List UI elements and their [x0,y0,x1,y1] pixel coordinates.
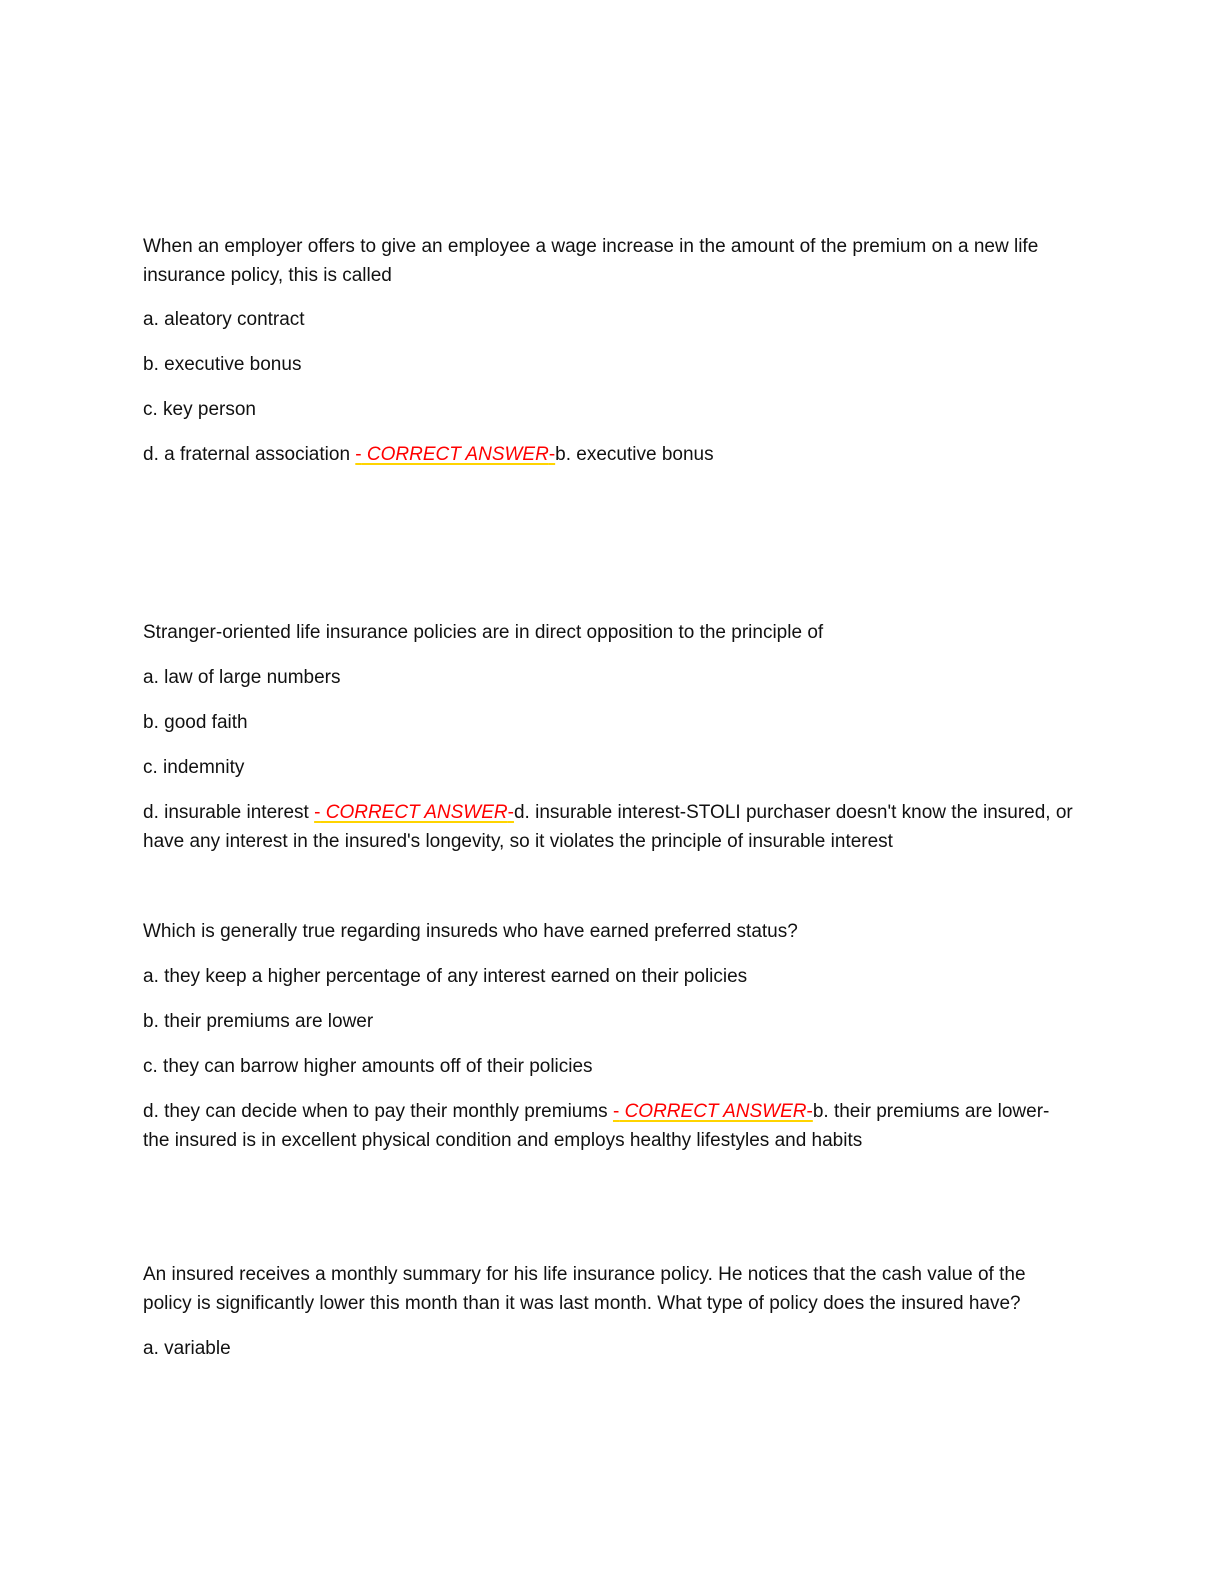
answer-option: a. variable [143,1338,231,1359]
correct-answer-text: b. executive bonus [555,444,714,465]
answer-option-text: d. insurable interest [143,802,309,823]
correct-answer-text: d. insurable interest-STOLI purchaser doesn't know the insured, or have any interest in the insured's longevity, so it violates the principle of insurable interest [143,802,1073,852]
correct-answer-text: b. their premiums are lower- the insured is in excellent physical condition and employs healthy lifestyles and habits [143,1101,1050,1151]
correct-answer-marker-tail: - [548,444,556,465]
correct-answer-marker-tail: - [507,802,514,823]
answer-option-with-correct-answer [143,1097,1073,1155]
question-text: When an employer offers to give an employee a wage increase in the amount of the premium on a new life insurance policy, this is called [143,236,1039,286]
correct-answer-marker: CORRECT ANSWER [361,444,549,465]
answer-option: a. aleatory contract [143,309,305,330]
answer-option: c. they can barrow higher amounts off of their policies [143,1056,593,1077]
answer-option: a. they keep a higher percentage of any interest earned on their policies [143,966,748,987]
correct-answer-marker-dash: - [314,802,321,823]
answer-option-text: d. they can decide when to pay their monthly premiums [143,1101,608,1122]
answer-option: a. law of large numbers [143,667,341,688]
correct-answer-marker: CORRECT ANSWER [619,1101,807,1122]
answer-option-with-correct-answer [143,440,1073,469]
question-block [143,1260,1073,1363]
question-block [143,232,1073,469]
question-text: An insured receives a monthly summary for his life insurance policy. He notices that the cash value of the policy is significantly lower this month than it was last month. What type of policy does the insured have? [143,1264,1026,1314]
answer-option-with-correct-answer [143,798,1073,856]
answer-option-text: d. a fraternal association [143,444,351,465]
correct-answer-marker-tail: - [806,1101,813,1122]
answer-option: c. indemnity [143,757,245,778]
correct-answer-marker-dash: - [355,444,362,465]
question-text: Which is generally true regarding insureds who have earned preferred status? [143,921,798,942]
answer-option: c. key person [143,399,256,420]
answer-option: b. their premiums are lower [143,1011,374,1032]
question-block [143,618,1073,856]
correct-answer-marker: CORRECT ANSWER [320,802,508,823]
question-text: Stranger-oriented life insurance policies are in direct opposition to the principle of [143,622,824,643]
answer-option: b. good faith [143,712,248,733]
question-block [143,917,1073,1155]
correct-answer-marker-dash: - [612,1101,620,1122]
answer-option: b. executive bonus [143,354,302,375]
